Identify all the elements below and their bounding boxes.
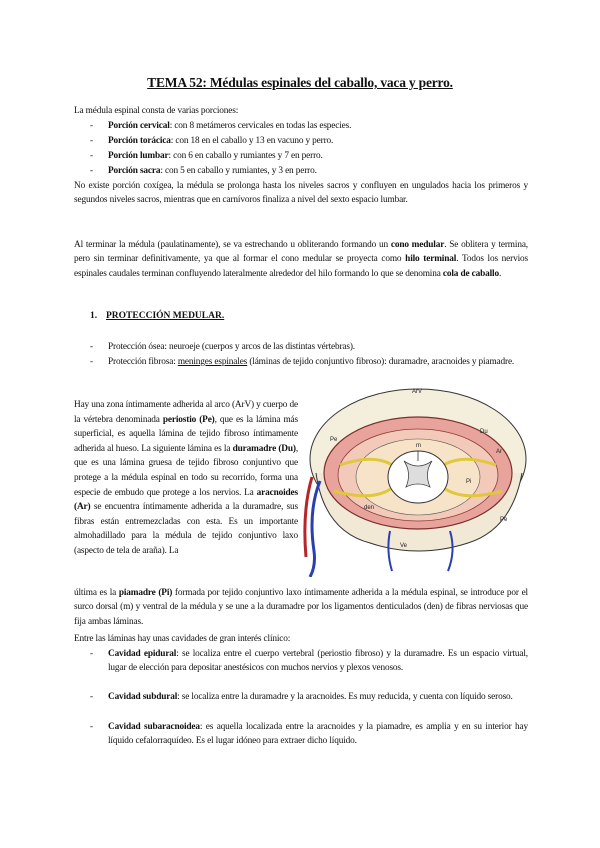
- cavity-term: Cavidad subaracnoidea: [108, 722, 200, 732]
- text-run: .: [499, 268, 502, 279]
- page-title: TEMA 52: Médulas espinales del caballo, vaca y perro.: [147, 75, 453, 90]
- term-hilo-terminal: hilo terminal: [405, 254, 457, 265]
- meninges-paragraph: [74, 398, 298, 559]
- list-item: [90, 647, 528, 676]
- bullet-dash: -: [90, 121, 93, 131]
- figure-label: Ve: [400, 543, 408, 549]
- figure-label: ArV: [412, 389, 423, 395]
- text-run: , que es la lámina más superficial, es aquella lámina de tejido fibroso íntimamente adherida al hueso. La siguiente lámina es la: [74, 414, 298, 454]
- figure-label: den: [364, 505, 375, 511]
- cavity-term: Cavidad subdural: [108, 692, 178, 702]
- cavities-intro: Entre las láminas hay unas cavidades de gran interés clínico:: [74, 634, 291, 644]
- vein: [310, 481, 320, 577]
- bullet-dash: -: [90, 166, 93, 176]
- figure-label: Pe: [500, 517, 508, 523]
- term-piamadre: piamadre (Pi): [118, 588, 173, 598]
- section-label: PROTECCIÓN MEDULAR.: [106, 311, 225, 321]
- paragraph-coccygeal: No existe porción coxígea, la médula se prolonga hasta los niveles sacros y confluyen en ungulados hacia los primeros y segundos niveles sacros, mientras que en carnívoros finaliza a nivel del sexto espacio lumbar.: [74, 181, 528, 206]
- text-run: última es la: [74, 588, 119, 598]
- bullet-dash: -: [90, 151, 93, 161]
- spinal-cord-cross-section-illustration: [300, 381, 532, 577]
- bullet-dash: -: [90, 649, 93, 659]
- bullet-dash: -: [90, 722, 93, 732]
- portion-term: Porción torácica: [108, 136, 171, 146]
- figure-label: Pi: [466, 479, 472, 485]
- term-cono-medular: cono medular: [390, 240, 445, 250]
- figure-label: Du: [480, 429, 488, 435]
- paragraph-cono-medular: [74, 238, 528, 281]
- bullet-dash: -: [90, 357, 93, 367]
- bullet-dash: -: [90, 342, 93, 352]
- section-number: 1.: [90, 311, 98, 321]
- cavity-term: Cavidad epidural: [108, 649, 177, 659]
- term-aracnoides: aracnoides (Ar): [74, 487, 298, 513]
- text-run: Al terminar la médula (paulatinamente), se va estrechando u obliterando formando un: [74, 240, 391, 250]
- cavity-text: : es aquella localizada entre la aracnoides y la piamadre, es amplia y en su interior hay líquido cefalorraquídeo. Es el lugar idóneo para extraer dicho líquido.: [108, 722, 528, 747]
- figure-label: Pe: [330, 437, 338, 443]
- text-run: formada por tejido conjuntivo laxo íntimamente adherida a la médula espinal, se introduce por el surco dorsal (m) y ventral de la médula y se une a la duramadre por los ligamentos denticulados (den) de fibras nerviosas que fija ambas láminas.: [74, 588, 528, 627]
- text-run: , que es una lámina gruesa de tejido fibroso conjuntivo que protege a la médula espinal en todo su recorrido, forma una especie de embudo que protege a los nervios. La: [74, 443, 298, 498]
- cavity-text: : se localiza entre el cuerpo vertebral (periostio fibroso) y la duramadre. Es un espacio virtual, lugar de elección para depositar anestésicos con muchos nervios y plexos venosos.: [108, 649, 528, 674]
- portion-text: : con 6 en caballo y rumiantes y 7 en perro.: [168, 151, 323, 161]
- term-cola-caballo: cola de caballo: [442, 268, 499, 279]
- text-run: se encuentra íntimamente adherida a la duramadre, sus fibras están entremezcladas con esta. Es un importante almohadillado para la médula de tejido conjuntivo laxo (aspecto de tela de araña). La: [74, 502, 298, 556]
- portion-text: : con 18 en el caballo y 13 en vacuno y perro.: [170, 136, 334, 146]
- list-item: [90, 119, 528, 133]
- list-item: [90, 134, 528, 148]
- protection-text: Protección fibrosa:: [108, 357, 178, 367]
- list-item: [90, 720, 528, 749]
- list-item: [90, 355, 528, 369]
- protection-text: (láminas de tejido conjuntivo fibroso): duramadre, aracnoides y piamadre.: [247, 357, 515, 367]
- text-run: . Se oblitera y termina, pero sin terminar definitivamente, ya que al formar el cono medular se proyecta como: [74, 240, 528, 265]
- portion-text: : con 8 metámeros cervicales en todas las especies.: [169, 121, 352, 131]
- term-meninges: meninges espinales: [177, 357, 248, 367]
- protection-text: Protección ósea: neuroeje (cuerpos y arcos de las distintas vértebras).: [108, 342, 355, 352]
- cavity-text: : se localiza entre la duramadre y la aracnoides. Es muy reducida, y cuenta con líquido seroso.: [177, 692, 513, 702]
- term-duramadre: duramadre (Du): [232, 443, 296, 454]
- list-item: [90, 690, 528, 704]
- piamadre-paragraph: [74, 586, 528, 629]
- text-run: . Todos los nervios espinales caudales terminan confluyendo lateralmente alrededor del hilo formando lo que se denomina: [74, 254, 528, 279]
- portion-term: Porción sacra: [108, 166, 161, 176]
- list-item: [90, 164, 528, 178]
- figure-label: m: [416, 443, 421, 449]
- portion-term: Porción lumbar: [108, 151, 169, 161]
- term-periostio: periostio (Pe): [162, 414, 215, 425]
- figure-label: Ar: [496, 449, 502, 455]
- text-run: Hay una zona íntimamente adherida al arco (ArV) y cuerpo de la vértebra denominada: [74, 400, 298, 425]
- portion-term: Porción cervical: [108, 121, 170, 131]
- portion-text: : con 5 en caballo y rumiantes, y 3 en perro.: [160, 166, 317, 176]
- list-item: [90, 149, 528, 163]
- bullet-dash: -: [90, 136, 93, 146]
- section-heading: [90, 311, 224, 321]
- intro-text: La médula espinal consta de varias porciones:: [74, 106, 239, 116]
- bullet-dash: -: [90, 692, 93, 702]
- list-item: [90, 340, 528, 354]
